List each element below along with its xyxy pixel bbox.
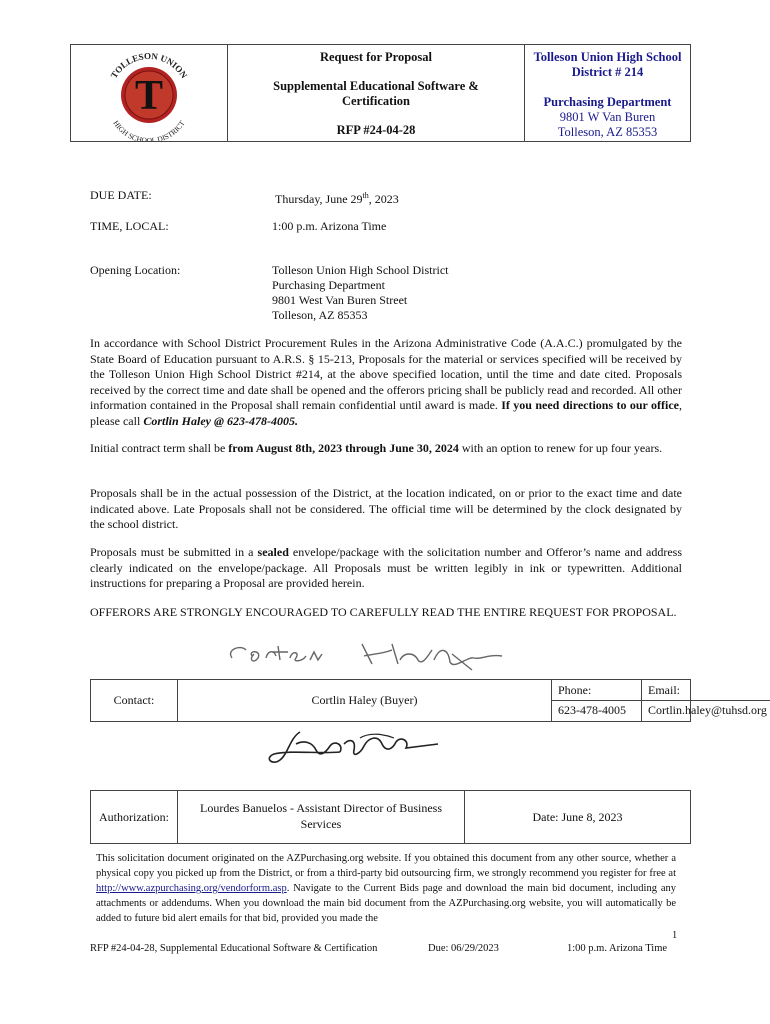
logo-bottom-text: HIGH SCHOOL DISTRICT (111, 118, 187, 141)
logo-letter: T (134, 73, 164, 119)
contact-email: Cortlin.haley@tuhsd.org (648, 703, 767, 717)
district-address1: 9801 W Van Buren (559, 110, 656, 124)
email-label: Email: (648, 683, 680, 697)
rfp-subtitle-line1: Supplemental Educational Software & (273, 79, 479, 93)
contact-table (90, 679, 767, 722)
time-value: 1:00 p.m. Arizona Time (272, 219, 387, 233)
authorization-signature (260, 724, 440, 774)
due-date-value: Thursday, June 29th, 2023 (275, 191, 399, 206)
phone-label: Phone: (558, 683, 592, 697)
procurement-paragraph: In accordance with School District Procurement Rules in the Arizona Administrative Code (A.A.C.) promulgated by the State Board of Education pursuant to A.R.S. § 15-213, Proposals for the material or services specified will be received by the Tolleson Union High School District #214, at the above specified location, until the time and date cited. Proposals received by the correct time and date shall be opened and the offerors pricing shall be publicly read and recorded. All other information contained in the Proposal shall remain confidential until award is made. If you need directions to our office, please call Cortlin Haley @ 623-478-4005. (90, 336, 682, 428)
footer-rfp: RFP #24-04-28, Supplemental Educational Software & Certification (90, 943, 378, 954)
rfp-title-cell (228, 45, 525, 141)
logo-top-text: TOLLESON UNION (108, 50, 190, 81)
azpurchasing-notice: This solicitation document originated on the AZPurchasing.org website. If you obtained this document from any other source, whether a physical copy you picked up from the District, or from a third-party bid outsourcing firm, we strongly recommend you register for free at http://www.azpurchasing.org/vendorform.asp. Navigate to the Current Bids page and download the main bid document, including any attachments or addendums. When you download the main bid document from the AZPurchasing.org website, you will automatically be added to future bid alert emails for that bid, provided you made the (96, 853, 676, 924)
footer-due-date: Due: 06/29/2023 (428, 943, 499, 954)
contact-name: Cortlin Haley (Buyer) (311, 693, 418, 707)
opening-location-value: Tolleson Union High School District Purchasing Department 9801 West Van Buren Street Tolleson, AZ 85353 (272, 263, 449, 322)
due-date-label: DUE DATE: (90, 188, 152, 202)
buyer-signature (222, 636, 522, 676)
contact-label: Contact: (113, 693, 155, 707)
encouragement-paragraph: OFFERORS ARE STRONGLY ENCOURAGED TO CAREFULLY READ THE ENTIRE REQUEST FOR PROPOSAL. (90, 605, 677, 619)
authorization-table (90, 790, 691, 844)
possession-paragraph: Proposals shall be in the actual possession of the District, at the location indicated, on or prior to the exact time and date indicated above. Late Proposals shall not be considered. The official time will be determined by the clock designated by the school district. (90, 486, 682, 531)
time-label: TIME, LOCAL: (90, 219, 169, 233)
purchasing-dept: Purchasing Department (543, 95, 672, 109)
footer-time: 1:00 p.m. Arizona Time (567, 943, 668, 954)
authorization-date: Date: June 8, 2023 (532, 810, 623, 824)
district-logo (71, 45, 227, 141)
rfp-number: RFP #24-04-28 (336, 123, 416, 137)
authorization-label: Authorization: (99, 810, 169, 824)
vendor-registration-link[interactable]: http://www.azpurchasing.org/vendorform.asp (96, 883, 287, 894)
header-table (70, 44, 691, 142)
authorizer-name: Lourdes Banuelos - Assistant Director of Business Services (200, 801, 442, 831)
district-address2: Tolleson, AZ 85353 (557, 125, 658, 139)
page-number: 1 (672, 930, 678, 941)
rfp-subtitle-line2: Certification (341, 94, 411, 108)
district-name-line2: District # 214 (571, 65, 644, 79)
opening-location-label: Opening Location: (90, 263, 181, 277)
rfp-title: Request for Proposal (319, 50, 433, 64)
contact-phone: 623-478-4005 (558, 703, 626, 717)
contract-term-paragraph: Initial contract term shall be from August 8th, 2023 through June 30, 2024 with an option to renew for up four years. (90, 441, 663, 455)
logo-cell (71, 45, 228, 141)
sealed-envelope-paragraph: Proposals must be submitted in a sealed envelope/package with the solicitation number and Offeror’s name and address clearly indicated on the envelope/package. All Proposals must be written legibly in ink or typewritten. Additional instructions for preparing a Proposal are provided herein. (90, 545, 683, 590)
district-cell (525, 45, 690, 141)
district-name-line1: Tolleson Union High School (533, 50, 682, 64)
